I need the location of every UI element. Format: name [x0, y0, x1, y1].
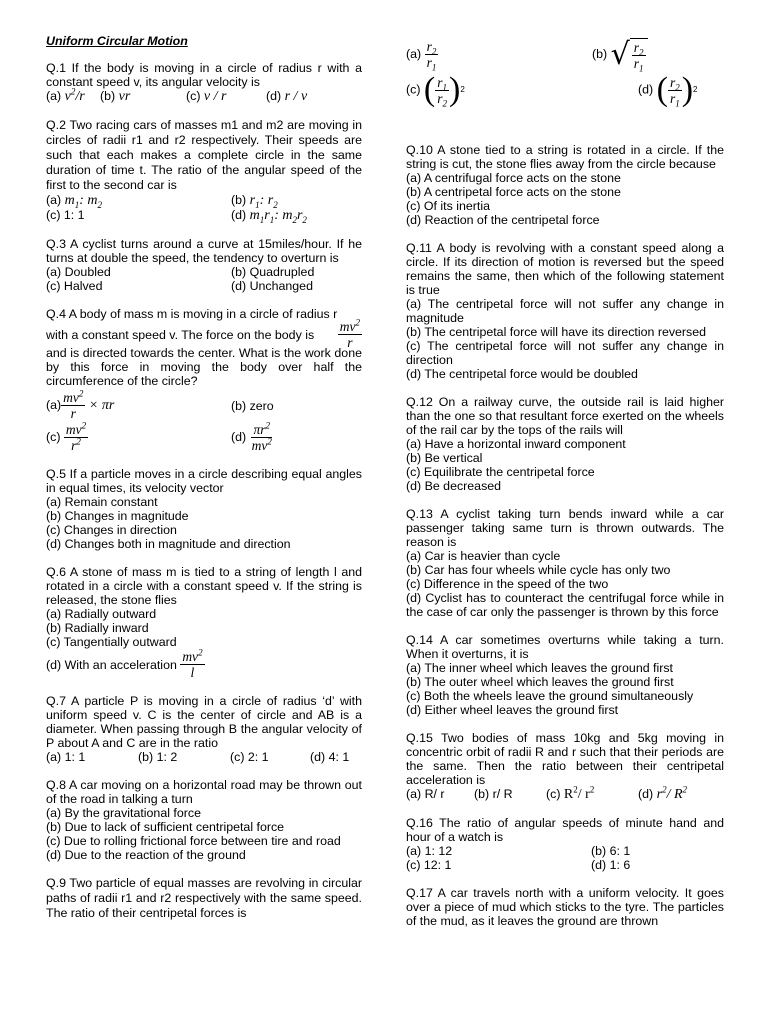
option-9b[interactable]: (b) √ $\frac{r_2}{r_1}$	[592, 38, 648, 71]
question-4-options-row2	[46, 422, 362, 453]
option-14b[interactable]: (b) The outer wheel which leaves the ground first	[406, 675, 674, 689]
option-1a[interactable]: (a) $v^2/r$	[46, 86, 85, 104]
option-2a[interactable]: (a) $m_1$: $m_2$	[46, 193, 103, 210]
option-11d[interactable]: (d) The centripetal force would be doubled	[406, 367, 638, 381]
option-6c[interactable]: (c) Tangentially outward	[46, 635, 177, 649]
question-10	[406, 143, 724, 227]
option-3a[interactable]: (a) Doubled	[46, 265, 111, 279]
question-2-options-row2	[46, 208, 362, 223]
question-17-stem: Q.17 A car travels north with a uniform velocity. It goes over a piece of mud which sticks to the tyre. The particles of the mud, as it leaves the ground are thrown	[406, 886, 724, 928]
option-14d[interactable]: (d) Either wheel leaves the ground first	[406, 703, 619, 717]
option-14a[interactable]: (a) The inner wheel which leaves the ground first	[406, 661, 673, 675]
option-2d[interactable]: (d) $m_1r_1$: $m_2r_2$	[231, 208, 307, 225]
question-2-stem: Q.2 Two racing cars of masses m1 and m2 are moving in circles of radii r1 and r2 respectively. Their speeds are such that each makes a complete circle in the same duration of time t. The ratio of the angular speed of the first to the second car is	[46, 118, 362, 192]
option-15d[interactable]: (d) $r^2/$ $R^2$	[638, 784, 688, 802]
question-4-stem-line2: with a constant speed v. The force on the body is $\frac{mv^2}{r}$	[46, 317, 360, 350]
question-1-stem: Q.1 If the body is moving in a circle of radius r with a constant speed v, its angular velocity is	[46, 61, 362, 89]
question-6-stem: Q.6 A stone of mass m is tied to a string of length l and rotated in a circle with a constant speed v. If the string is released, the stone flies	[46, 565, 362, 607]
option-12c[interactable]: (c) Equilibrate the centripetal force	[406, 465, 595, 479]
option-8a[interactable]: (a) By the gravitational force	[46, 806, 201, 820]
question-17	[406, 886, 724, 928]
option-15c[interactable]: (c) $R^2/$ $r^2$	[546, 784, 595, 802]
option-11a[interactable]: (a) The centripetal force will not suffer any change in magnitude	[406, 297, 724, 325]
question-5	[46, 467, 362, 551]
question-7	[46, 694, 362, 764]
option-12a[interactable]: (a) Have a horizontal inward component	[406, 437, 626, 451]
option-8d[interactable]: (d) Due to the reaction of the ground	[46, 848, 246, 862]
question-1	[46, 61, 362, 104]
option-10c[interactable]: (c) Of its inertia	[406, 199, 490, 213]
question-15-stem: Q.15 Two bodies of mass 10kg and 5kg moving in concentric orbit of radii R and r such that their periods are the same. Then the ratio between their centripetal acceleration is	[406, 731, 724, 787]
question-9	[46, 876, 362, 921]
option-8b[interactable]: (b) Due to lack of sufficient centripetal force	[46, 820, 285, 834]
option-4d[interactable]: (d) $\frac{\pi r^2}{mv^2}$	[231, 420, 272, 453]
question-7-stem: Q.7 A particle P is moving in a circle of radius ‘d’ with uniform speed v. C is the center of circle and AB is a diameter. When passing through B the angular velocity of P about A and C are in the ratio	[46, 694, 362, 750]
option-7d[interactable]: (d) 4: 1	[310, 750, 350, 764]
question-15-options	[406, 784, 724, 802]
option-3c[interactable]: (c) Halved	[46, 279, 103, 293]
question-8-stem: Q.8 A car moving on a horizontal road may be thrown out of the road in talking a turn	[46, 778, 362, 806]
option-4b[interactable]: (b) zero	[231, 398, 274, 413]
option-5c[interactable]: (c) Changes in direction	[46, 523, 177, 537]
option-5b[interactable]: (b) Changes in magnitude	[46, 509, 189, 523]
option-10b[interactable]: (b) A centripetal force acts on the stone	[406, 185, 621, 199]
option-1c[interactable]: (c) v / r	[186, 89, 227, 104]
question-13	[406, 507, 724, 619]
question-6	[46, 565, 362, 680]
option-5d[interactable]: (d) Changes both in magnitude and direction	[46, 537, 291, 551]
option-6a[interactable]: (a) Radially outward	[46, 607, 157, 621]
left-column	[46, 34, 362, 935]
option-7c[interactable]: (c) 2: 1	[230, 750, 269, 764]
option-2c[interactable]: (c) 1: 1	[46, 208, 85, 222]
option-15b[interactable]: (b) r/ R	[474, 787, 513, 801]
question-15	[406, 731, 724, 802]
option-10a[interactable]: (a) A centrifugal force acts on the stone	[406, 171, 621, 185]
question-9-options-row1	[406, 36, 724, 74]
option-13c[interactable]: (c) Difference in the speed of the two	[406, 577, 609, 591]
option-8c[interactable]: (c) Due to rolling frictional force between tire and road	[46, 834, 341, 848]
question-1-options	[46, 86, 362, 104]
question-12	[406, 395, 724, 493]
question-4-stem-line1: Q.4 A body of mass m is moving in a circle of radius r	[46, 307, 338, 321]
option-2b[interactable]: (b) $r_1$: $r_2$	[231, 193, 278, 210]
option-1d[interactable]: (d) r / v	[266, 89, 308, 104]
option-3b[interactable]: (b) Quadrupled	[231, 265, 315, 279]
question-14-stem: Q.14 A car sometimes overturns while taking a turn. When it overturns, it is	[406, 633, 724, 661]
question-3	[46, 237, 362, 293]
option-11c[interactable]: (c) The centripetal force will not suffer any change in direction	[406, 339, 724, 367]
question-9-options	[406, 38, 724, 107]
question-11	[406, 241, 724, 381]
question-4-options-row1	[46, 390, 362, 421]
question-13-stem: Q.13 A cyclist taking turn bends inward while a car passenger taking same turn is thrown outwards. The reason is	[406, 507, 724, 549]
option-16d[interactable]: (d) 1: 6	[591, 858, 631, 872]
question-9-options-row2	[406, 73, 724, 107]
option-12b[interactable]: (b) Be vertical	[406, 451, 483, 465]
question-10-stem: Q.10 A stone tied to a string is rotated in a circle. If the string is cut, the stone flies away from the circle because	[406, 143, 724, 171]
option-10d[interactable]: (d) Reaction of the centripetal force	[406, 213, 600, 227]
question-11-stem: Q.11 A body is revolving with a constant speed along a circle. If its direction of motion is reversed but the speed remains the same, then which of the following statement is true	[406, 241, 724, 297]
option-12d[interactable]: (d) Be decreased	[406, 479, 502, 493]
question-9-stem: Q.9 Two particle of equal masses are revolving in circular paths of radii r1 and r2 respectively with the same speed. The ratio of their centripetal forces is	[46, 876, 362, 920]
option-11b[interactable]: (b) The centripetal force will have its direction reversed	[406, 325, 707, 339]
question-14	[406, 633, 724, 717]
option-9a[interactable]: (a) $\frac{r_2}{r_1}$	[406, 39, 437, 73]
question-5-stem: Q.5 If a particle moves in a circle describing equal angles in equal times, its velocity vector	[46, 467, 362, 495]
option-7a[interactable]: (a) 1: 1	[46, 750, 86, 764]
option-13a[interactable]: (a) Car is heavier than cycle	[406, 549, 561, 563]
option-5a[interactable]: (a) Remain constant	[46, 495, 158, 509]
question-16	[406, 816, 724, 872]
option-14c[interactable]: (c) Both the wheels leave the ground simultaneously	[406, 689, 694, 703]
option-3d[interactable]: (d) Unchanged	[231, 279, 313, 293]
formula-mv2-over-r: $\frac{mv^2}{r}$	[339, 317, 360, 350]
option-6d[interactable]: (d) With an acceleration $\frac{mv^2}{l}$	[46, 647, 203, 680]
question-2	[46, 118, 362, 223]
question-8	[46, 778, 362, 862]
option-9c[interactable]: (c) ( $\frac{r_1}{r_2}$ ) 2	[406, 71, 465, 109]
option-4c[interactable]: (c) $\frac{mv^2}{r^2}$	[46, 420, 87, 453]
option-16a[interactable]: (a) 1: 12	[406, 844, 453, 858]
option-13b[interactable]: (b) Car has four wheels while cycle has only two	[406, 563, 671, 577]
option-4a[interactable]: (a) $\frac{mv^2}{r}$ × πr	[46, 388, 115, 421]
right-column	[406, 34, 724, 942]
question-2-options-row1	[46, 193, 362, 208]
option-13d[interactable]: (d) Cyclist has to counteract the centrifugal force while in the case of car only the passenger is thrown by this force	[406, 591, 724, 619]
question-7-options	[46, 750, 362, 764]
option-16c[interactable]: (c) 12: 1	[406, 858, 452, 872]
question-4	[46, 307, 362, 453]
option-9d[interactable]: (d) ( $\frac{r_2}{r_1}$ ) 2	[638, 71, 698, 109]
option-16b[interactable]: (b) 6: 1	[591, 844, 631, 858]
question-3-stem: Q.3 A cyclist turns around a curve at 15miles/hour. If he turns at double the speed, the tendency to overturn is	[46, 237, 362, 265]
question-16-stem: Q.16 The ratio of angular speeds of minute hand and hour of a watch is	[406, 816, 724, 844]
question-4-stem-line3: and is directed towards the center. What is the work done by this force in moving the body over half the circumference of the circle?	[46, 346, 362, 388]
option-7b[interactable]: (b) 1: 2	[138, 750, 178, 764]
page-title: Uniform Circular Motion	[46, 34, 188, 48]
option-6b[interactable]: (b) Radially inward	[46, 621, 149, 635]
option-1b[interactable]: (b) vr	[100, 89, 131, 104]
option-15a[interactable]: (a) R/ r	[406, 787, 445, 801]
question-12-stem: Q.12 On a railway curve, the outside rail is laid higher than the one so that resultant force exerted on the wheels of the rail car by the tops of the rails will	[406, 395, 724, 437]
